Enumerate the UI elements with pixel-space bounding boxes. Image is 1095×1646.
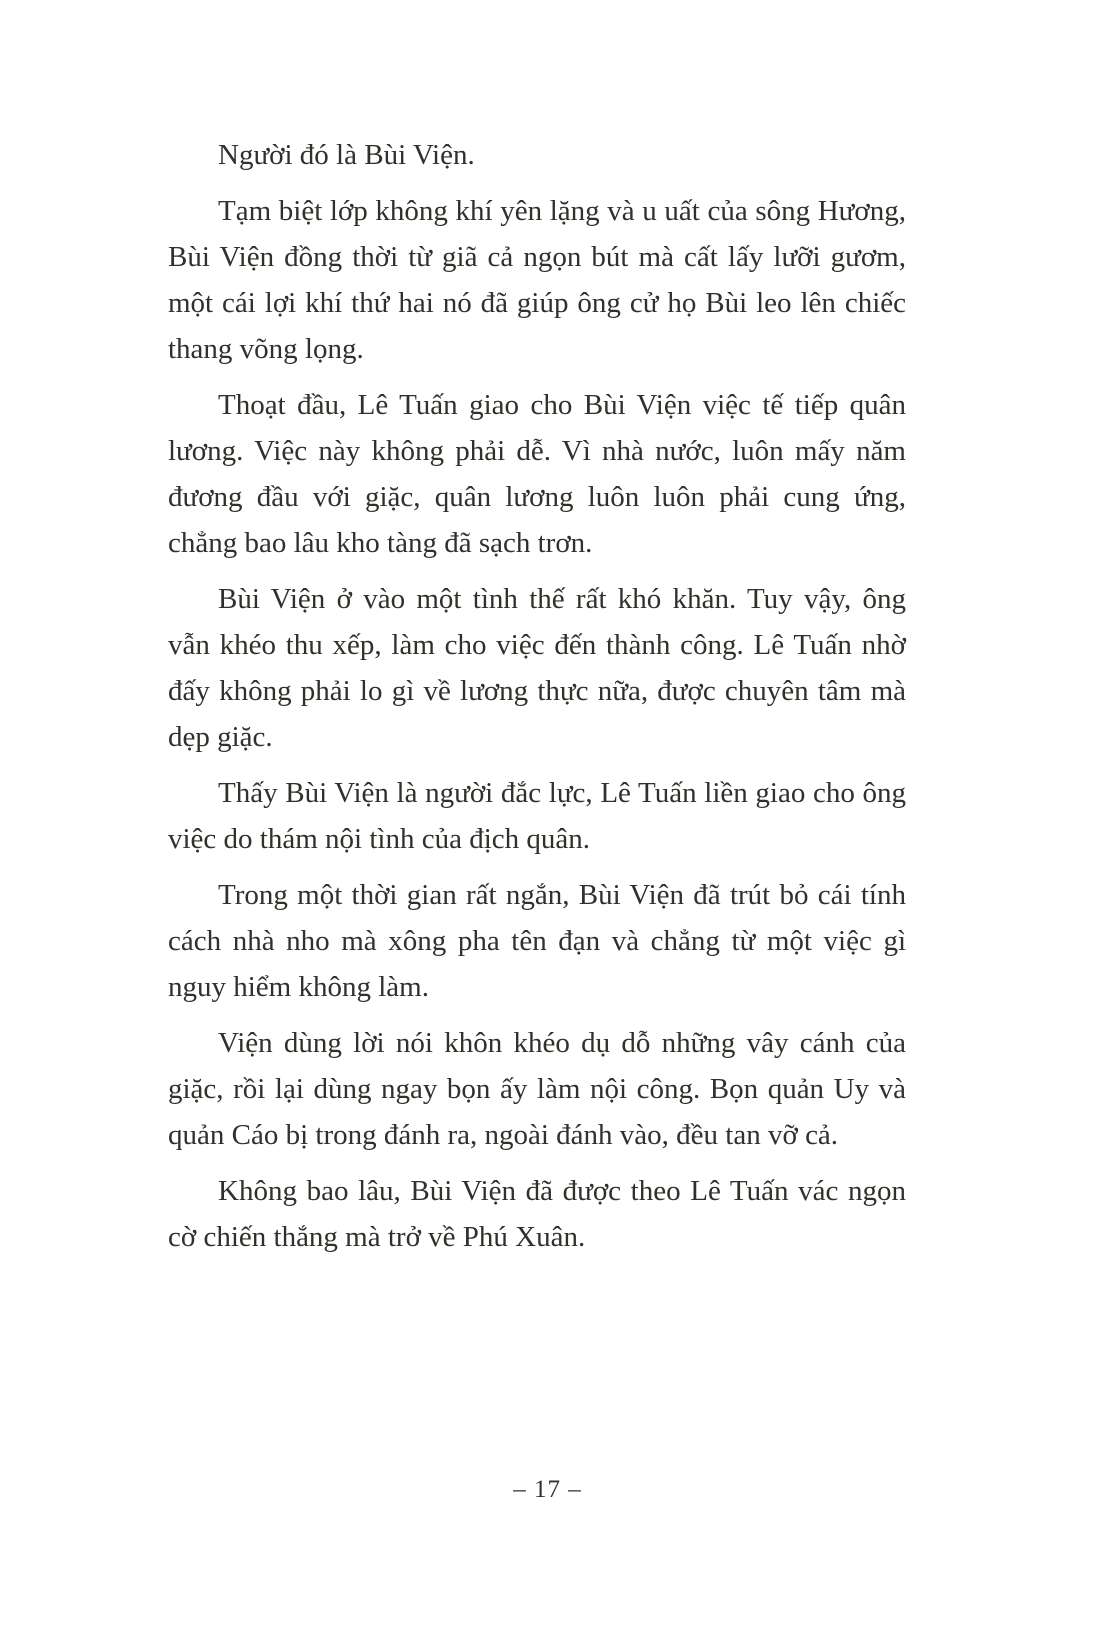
- paragraph: Viện dùng lời nói khôn khéo dụ dỗ những vây cánh của giặc, rồi lại dùng ngay bọn ấy làm nội công. Bọn quản Uy và quản Cáo bị trong đánh ra, ngoài đánh vào, đều tan vỡ cả.: [168, 1027, 906, 1151]
- paragraph: Người đó là Bùi Viện.: [218, 139, 475, 171]
- paragraph: Thoạt đầu, Lê Tuấn giao cho Bùi Viện việc tế tiếp quân lương. Việc này không phải dễ. Vì nhà nước, luôn mấy năm đương đầu với giặc, quân lương luôn luôn phải cung ứng, chẳng bao lâu kho tàng đã sạch trơn.: [168, 389, 906, 559]
- paragraph: Bùi Viện ở vào một tình thế rất khó khăn. Tuy vậy, ông vẫn khéo thu xếp, làm cho việc đến thành công. Lê Tuấn nhờ đấy không phải lo gì về lương thực nữa, được chuyên tâm mà dẹp giặc.: [168, 583, 906, 753]
- paragraph: Trong một thời gian rất ngắn, Bùi Viện đã trút bỏ cái tính cách nhà nho mà xông pha tên đạn và chẳng từ một việc gì nguy hiểm không làm.: [168, 879, 906, 1003]
- paragraph: Thấy Bùi Viện là người đắc lực, Lê Tuấn liền giao cho ông việc do thám nội tình của địch quân.: [168, 777, 906, 855]
- paragraph: Không bao lâu, Bùi Viện đã được theo Lê Tuấn vác ngọn cờ chiến thắng mà trở về Phú Xuân.: [168, 1175, 906, 1253]
- text-block: [168, 132, 906, 1270]
- paragraph: Tạm biệt lớp không khí yên lặng và u uất của sông Hương, Bùi Viện đồng thời từ giã cả ngọn bút mà cất lấy lưỡi gươm, một cái lợi khí thứ hai nó đã giúp ông cử họ Bùi leo lên chiếc thang võng lọng.: [168, 195, 906, 365]
- page-number: – 17 –: [513, 1476, 582, 1503]
